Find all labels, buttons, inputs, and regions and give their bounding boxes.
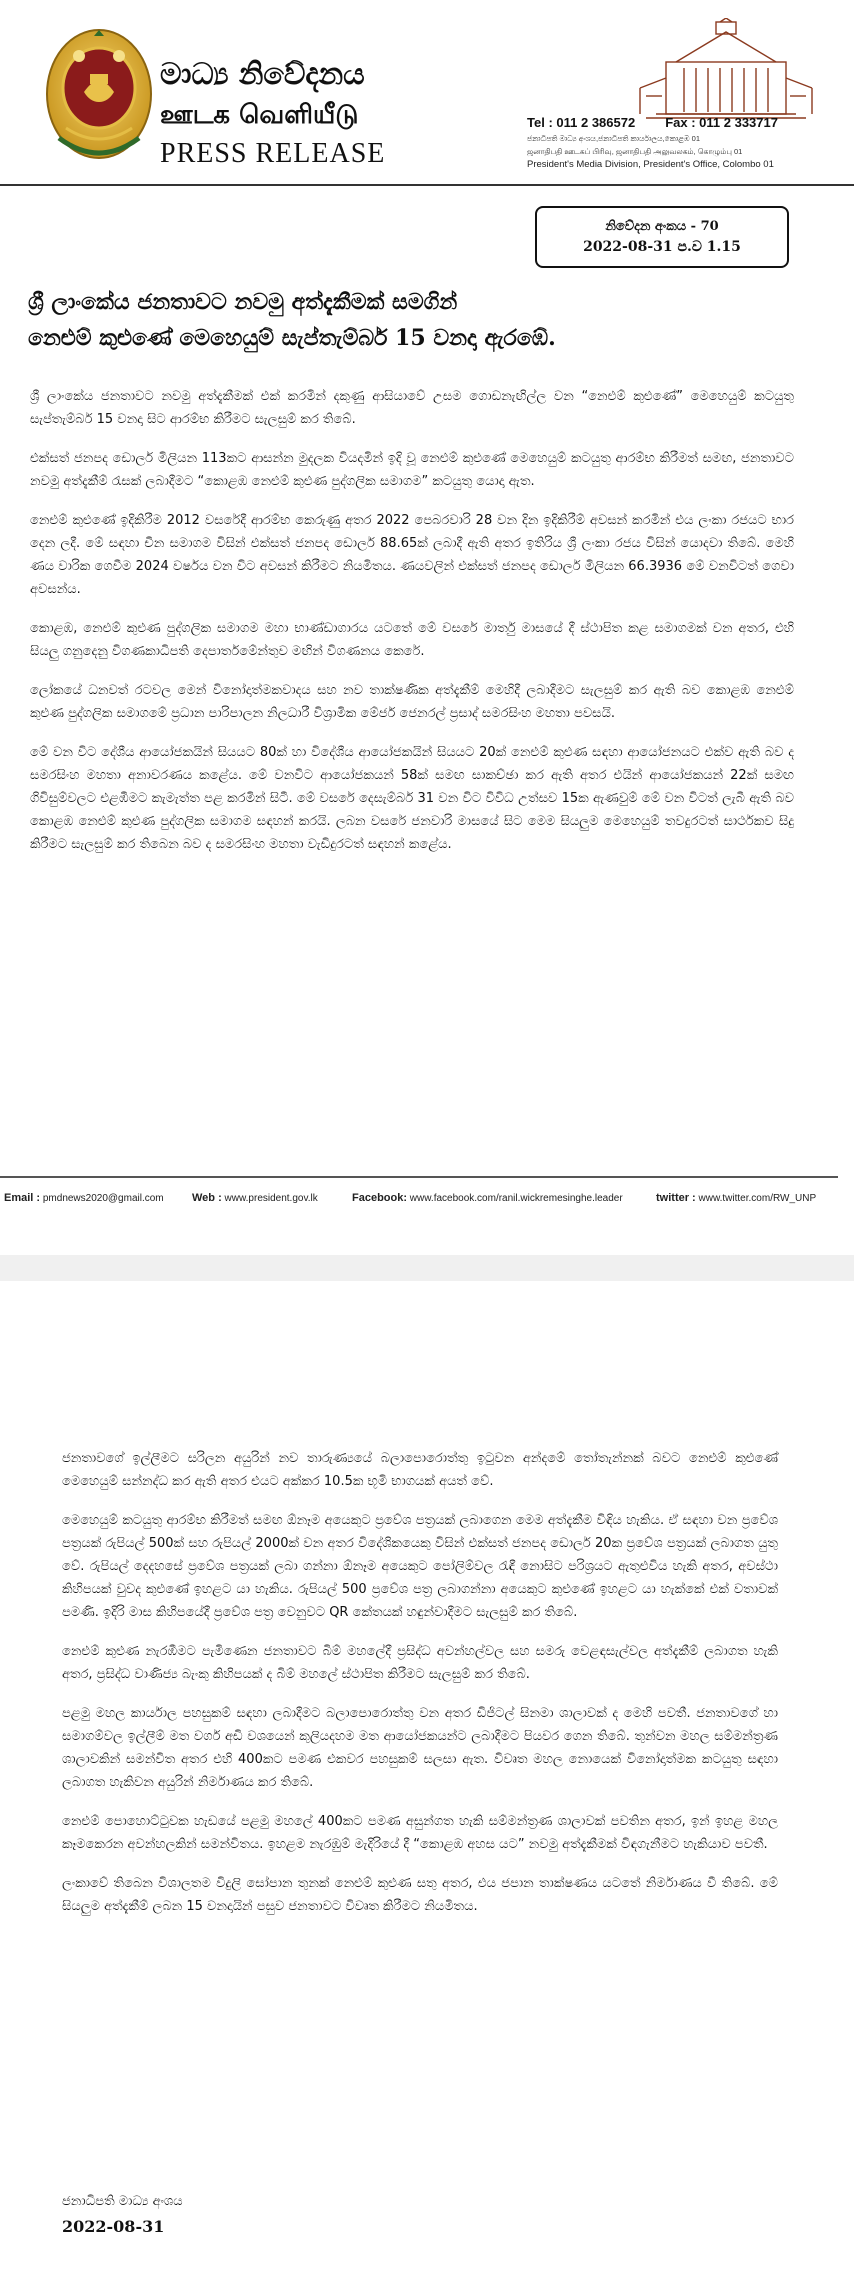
- signature-division: ජනාධිපති මාධ්‍ය අංශය: [62, 2194, 183, 2209]
- web-label: Web :: [192, 1192, 222, 1204]
- tel-value: 011 2 386572: [556, 115, 636, 130]
- paragraph: මෙහෙයුම් කටයුතු ආරම්භ කිරීමත් සමඟ ඕනෑම අයෙකුට ප්‍රවේශ පත්‍රයක් ලබාගෙන මෙම අත්දැකීම විඳිය හැකිය. ඒ සඳහා වන ප්‍රවේශ පත්‍රයක් රුපියල් 500ක් සහ රුපියල් 2000ක් වන අතර විදේශිකයෙකු විසින් එක්සත් ජනපද ඩොලර් 20ක ප්‍රවේශ පත්‍රයක් ලබාගත යුතු වේ. රුපියල් දෙදහසේ ප්‍රවේශ පත්‍රයක් ලබා ගන්නා ඕනෑම අයෙකුට පෝලිම්වල රැඳී නොසිට පරිශ්‍රයට ඇතුළුවිය හැකි අතර, අවස්ථා කිහිපයක් වුවද කුළුණේ ඉහළට යා හැකිය. රුපියල් 500 ප්‍රවේශ පත්‍ර ලබාගන්නා අයෙකුට කුළුණේ ඉහළට යා හැක්කේ එක් වතාවක් පමණි. ඉදිරි මාස කිහිපයේදී ප්‍රවේශ පත්‍ර වෙනුවට QR කේතයක් හඳුන්වාදීමට සැලසුම් කර තිබේ.: [62, 1513, 778, 1620]
- paragraph: ශ්‍රී ලාංකේය ජනතාවට නවමු අත්දැකීමක් එක් කරමින් දකුණු ආසියාවේ උසම ගොඩනැඟිල්ල වන “නෙළුම් කුළුණේ” මෙහෙයුම් කටයුතු සැප්තැම්බර් 15 වනදා සිට ආරම්භ කිරීමට සැලසුම් කර තිබේ.: [30, 389, 794, 427]
- email-link[interactable]: pmdnews2020@gmail.com: [42, 1193, 164, 1204]
- footer-web: [192, 1192, 318, 1204]
- address-english: President's Media Division, President's Office, Colombo 01: [527, 159, 774, 170]
- release-number: නිවේදන අංකය - 70: [605, 219, 719, 234]
- paragraph: නෙළුම් කුළුණ නැරඹීමට පැමිණෙන ජනතාවට බිම් මහලේදී ප්‍රසිද්ධ අවන්හල්වල සහ සමරු වෙළඳසැල්වල අත්දැකීම් ලබාගත හැකි අතර, ප්‍රසිද්ධ වාණිජ්‍ය බැංකු කිහිපයක් ද බිම් මහලේ ස්ථාපිත කිරීමට සැලසුම් කර තිබේ.: [62, 1644, 778, 1682]
- header-divider: [0, 184, 854, 186]
- footer-email: [4, 1192, 164, 1204]
- footer-divider: [0, 1176, 838, 1178]
- presidents-office-building-icon: [636, 18, 816, 120]
- paragraph: පළමු මහල කාර්යාල පහසුකම් සඳහා ලබාදීමට බලාපොරොත්තු වන අතර ඩිජිටල් සිනමා ශාලාවක් ද මෙහි පවතී. ජනතාවගේ හා සමාගම්වල ඉල්ලීම් මත වර්ග අඩි වශයෙන් කුලියදහම මත ආයෝජකයන්ට ලබාදීමට පියවර ගෙන තිබේ. තුන්වන මහල සම්මන්ත්‍රණ ශාලාවකින් සමන්විත අතර එහි 400කට පමණ එකවර පහසුකම් සලසා ඇත. විවෘත මහල නොයෙක් විනෝදාත්මක කටයුතු සඳහා ලබාගත හැකිවන අයුරින් නිර්මාණය කර තිබේ.: [62, 1706, 778, 1790]
- twitter-link[interactable]: www.twitter.com/RW_UNP: [698, 1193, 817, 1204]
- footer-facebook: [352, 1192, 623, 1204]
- paragraph: ලෝකයේ ධනවත් රටවල මෙන් විනෝදාත්මකවාදය සහ නව තාක්ෂණික අත්දැකීම් මෙහිදී ලබාදීමට සැලසුම් කර ඇති බව කොළඹ නෙළුම් කුළුණ පුද්ගලික සමාගමේ ප්‍රධාන පාරිපාලන නිලධාරී විශ්‍රාමික මේජර් ජෙනරල් ප්‍රසාද් සමරසිංහ මහතා පවසයි.: [30, 683, 794, 721]
- paragraph: එක්සත් ජනපද ඩොලර් මිලියන 113කට ආසන්න මුදලක වියදමින් ඉදි වූ නෙළුම් කුළුණේ මෙහෙයුම් කටයුතු ආරම්භ කිරීමත් සමඟ, ජනතාවට නවමු අත්දැකීම් රැසක් ලබාදීමට “කොළඹ නෙළුම් කුළුණ පුද්ගලික සමාගම” කටයුතු යොදා ඇත.: [30, 451, 794, 489]
- signature-date: 2022-08-31: [62, 2217, 165, 2236]
- contact-block: [527, 114, 837, 172]
- paragraph: නෙළුම් පොහොට්ටුවක හැඩයේ පළමු මහලේ 400කට පමණ අසුන්ගත හැකි සම්මන්ත්‍රණ ශාලාවක් පවතින අතර, ඉන් ඉහළ මහල කෑමකෙරන අවන්හලකින් සමන්විතය. ඉහළම නැරඹුම් මැදිරියේ දී “කොළඹ අහස යට” නවමු අත්දැකීමක් විඳගැනීමට හැකියාව පවතී.: [62, 1814, 778, 1852]
- title-line-1: ශ්‍රී ලාංකේය ජනතාවට නවමු අත්දැකීමක් සමගින්: [28, 289, 458, 315]
- facebook-link[interactable]: www.facebook.com/ranil.wickremesinghe.leader: [409, 1193, 623, 1204]
- tel: Tel : 011 2 386572: [527, 115, 636, 130]
- brand-english: PRESS RELEASE: [160, 138, 386, 169]
- tel-label: Tel: [527, 115, 545, 130]
- body-page-1: [30, 385, 794, 872]
- twitter-label: twitter :: [656, 1192, 696, 1204]
- sri-lanka-emblem-icon: [44, 28, 154, 166]
- address-sinhala: ජනාධිපති මාධ්‍ය අංශය,ජනාධිපති කාර්යාලය,කොළඹ 01: [527, 134, 700, 143]
- paragraph: ජනතාවගේ ඉල්ලීමට සරිලන අයුරින් නව තාරුණ්‍යයේ බලාපොරොත්තු ඉටුවන අන්දමේ තෝතැන්නක් බවට නෙළුම් කුළුණේ මෙහෙයුම් සන්නද්ධ කර ඇති අතර එයට අක්කර 10.5ක භූමි භාගයක් අයත් වේ.: [62, 1451, 778, 1489]
- brand-tamil: ஊடக வெளியீடு: [160, 100, 359, 130]
- fax-value: 011 2 333717: [699, 115, 778, 130]
- fax: Fax : 011 2 333717: [665, 115, 778, 130]
- brand-sinhala: මාධ්‍ය නිවේදනය: [160, 57, 365, 92]
- page-gap: [0, 1255, 854, 1281]
- paragraph: නෙළුම් කුළුණේ ඉදිකිරීම 2012 වසරේදී ආරම්භ කෙරුණු අතර 2022 පෙබරවාරි 28 වන දින ඉදිකිරීම් අවසන් කරමින් එය ලංකා රජයට භාර දෙන ලදී. මේ සඳහා චීන සමාගම විසින් එක්සත් ජනපද ඩොලර් 88.65ක් ලබාදී ඇති අතර ඉතිරිය ශ්‍රී ලංකා රජය විසින් යොදවා තිබේ. මෙහි ණය වාරික ගෙවීම 2024 වර්ෂය වන විට අවසන් කිරීමට නියමිතය. ණයවලින් එක්සත් ජනපද ඩොලර් මිලියන 66.3936 මේ වනවිටත් ගෙවා අවසන්ය.: [30, 513, 794, 597]
- facebook-label: Facebook:: [352, 1192, 408, 1204]
- release-datetime: 2022-08-31 ප.ව 1.15: [583, 239, 741, 255]
- title-line-2: නෙළුම් කුළුණේ මෙහෙයුම් සැප්තැම්බර් 15 වනදා ඇරඹේ.: [28, 325, 556, 351]
- body-page-2: [62, 1447, 778, 1934]
- signature-block: [62, 2190, 183, 2240]
- fax-label: Fax: [665, 115, 688, 130]
- brand-block: [160, 55, 385, 173]
- address-tamil: ஜனாதிபதி ஊடகப் பிரிவு, ஜனாதிபதி அலுவலகம், கொழும்பு 01: [527, 147, 743, 156]
- paragraph: ලංකාවේ තිබෙන විශාලතම විදුලි සෝපාන තුනක් නෙළුම් කුළුණ සතු අතර, එය ජපාන තාක්ෂණය යටතේ නිර්මාණය වී තිබේ. මේ සියලුම අත්දැකීම් ලබන 15 වනදායින් පසුව ජනතාවට විවෘත කිරීමට නියමිතය.: [62, 1876, 778, 1914]
- release-reference-box: [535, 206, 789, 268]
- paragraph: කොළඹ, නෙළුම් කුළුණ පුද්ගලික සමාගම මහා භාණ්ඩාගාරය යටතේ මේ වසරේ මාර්තු මාසයේ දී ස්ථාපිත කළ සමාගමක් වන අතර, එහි සියලු ගනුදෙනු විගණකාධිපති දෙපාර්තමේන්තුව මඟින් විගණනය කෙරේ.: [30, 621, 794, 659]
- email-label: Email :: [4, 1192, 41, 1204]
- paragraph: මේ වන විට දේශීය ආයෝජකයින් සියයට 80ක් හා විදේශීය ආයෝජකයින් සියයට 20ක් නෙළුම් කුළුණ සඳහා ආයෝජනයට එක්ව ඇති බව ද සමරසිංහ මහතා අනාවරණය කළේය. මේ වනවිට ආයෝජකයන් 58ක් සමඟ සාකච්ඡා කර ඇති අතර එයින් ආයෝජකයන් 22ක් සමඟ ගිවිසුම්වලට එළඹීමට කැමැත්ත පළ කරමින් සිටී. මේ වසරේ දෙසැම්බර් 31 වන විට විවිධ උත්සව 15ක ඇණවුම් මේ වන විටත් ලැබී ඇති බව කොළඹ නෙළුම් කුළුණ පුද්ගලික සමාගම සඳහන් කරයි. ලබන වසරේ ජනවාරි මාසයේ සිට මෙම සියලුම මෙහෙයුම් තවදුරටත් සාර්ථකව සිදු කිරීමට සැලසුම් කර තිබෙන බව ද සමරසිංහ මහතා වැඩිදුරටත් සඳහන් කළේය.: [30, 745, 794, 852]
- web-link[interactable]: www.president.gov.lk: [224, 1193, 318, 1204]
- footer-twitter: [656, 1192, 816, 1204]
- release-title: [28, 284, 828, 356]
